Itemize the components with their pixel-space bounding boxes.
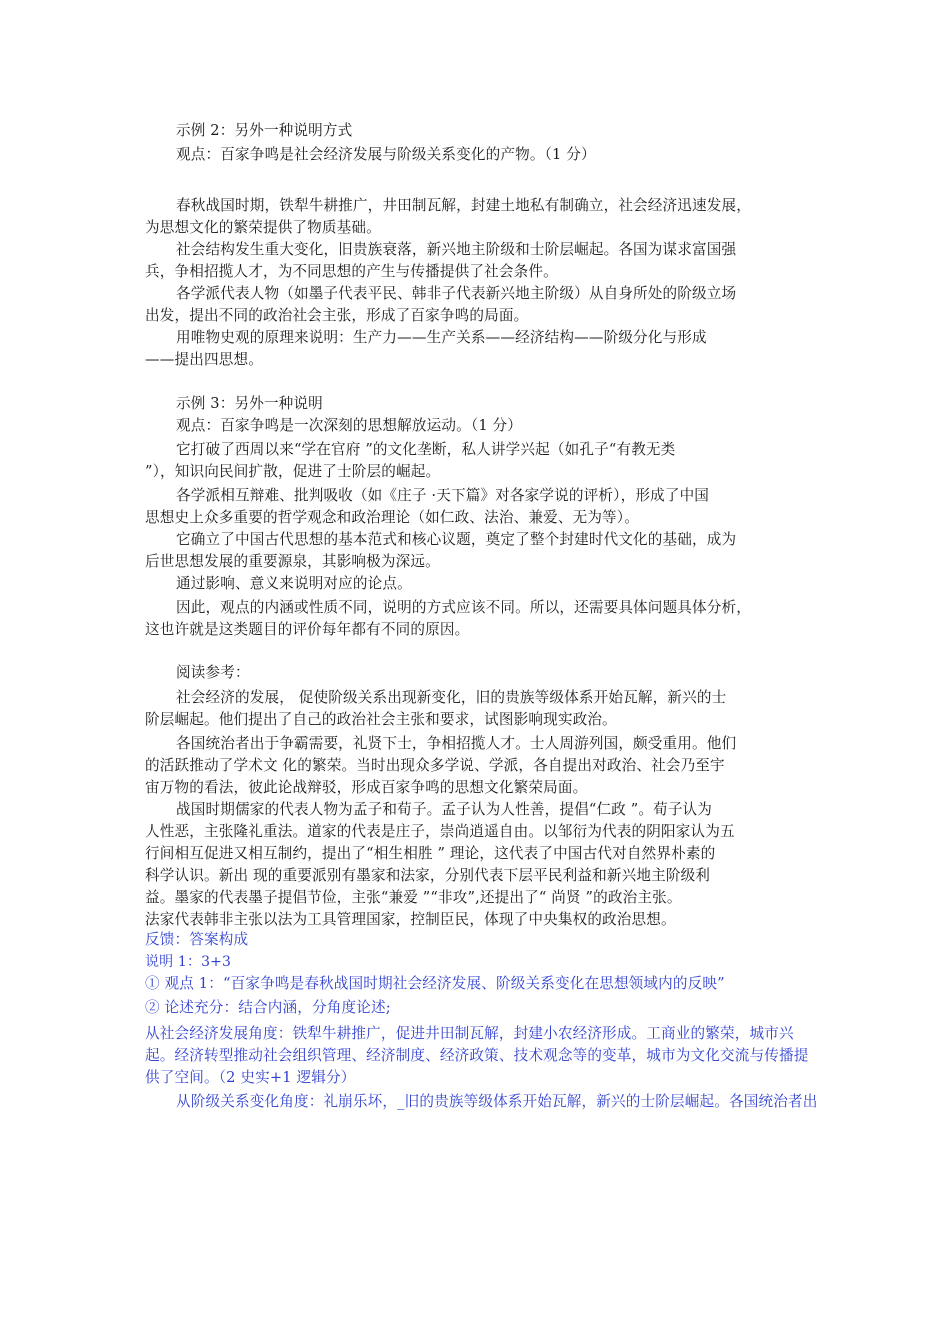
feedback-item-2: ② 论述充分：结合内涵，分角度论述; xyxy=(145,999,391,1016)
example2-paragraph-1-line-1: 春秋战国时期，铁犁牛耕推广，井田制瓦解，封建土地私有制确立，社会经济迅速发展， xyxy=(176,197,752,214)
feedback-heading: 反馈：答案构成 xyxy=(145,931,249,948)
reading-paragraph-3-line-2: 人性恶，主张隆礼重法。道家的代表是庄子，崇尚逍遥自由。以邹衍为代表的阴阳家认为五 xyxy=(145,823,735,840)
reading-paragraph-2-line-3: 宙万物的看法，彼此论战辩驳，形成百家争鸣的思想文化繁荣局面。 xyxy=(145,779,588,796)
feedback-economic-line-2: 起。经济转型推动社会组织管理、经济制度、经济政策、技术观念等的变革，城市为文化交流与传播提 xyxy=(145,1047,809,1064)
example3-paragraph-3-line-2: 后世思想发展的重要源泉，其影响极为深远。 xyxy=(145,553,440,570)
feedback-economic-line-1: 从社会经济发展角度：铁犁牛耕推广，促进井田制瓦解，封建小农经济形成。工商业的繁荣，城市兴 xyxy=(145,1025,794,1042)
reading-paragraph-3-line-5: 益。墨家的代表墨子提倡节俭，主张“兼爱 ”“非攻”,还提出了“ 尚贤 ”的政治主张。 xyxy=(145,889,682,906)
example3-heading: 示例 3：另外一种说明 xyxy=(176,395,323,412)
example3-paragraph-5-line-2: 这也许就是这类题目的评价每年都有不同的原因。 xyxy=(145,621,470,638)
reading-paragraph-1-line-2: 阶层崛起。他们提出了自己的政治社会主张和要求，试图影响现实政治。 xyxy=(145,711,617,728)
feedback-class-line-1: 从阶级关系变化角度：礼崩乐坏，_旧的贵族等级体系开始瓦解，新兴的士阶层崛起。各国统治者出 xyxy=(176,1093,818,1110)
example2-heading: 示例 2：另外一种说明方式 xyxy=(176,122,353,139)
reading-paragraph-2-line-2: 的活跃推动了学术文 化的繁荣。当时出现众多学说、学派，各自提出对政治、社会乃至宇 xyxy=(145,757,725,774)
example3-paragraph-1-line-2: ”），知识向民间扩散，促进了士阶层的崛起。 xyxy=(145,463,441,480)
example2-viewpoint: 观点：百家争鸣是社会经济发展与阶级关系变化的产物。（1 分） xyxy=(176,146,596,163)
example3-paragraph-4: 通过影响、意义来说明对应的论点。 xyxy=(176,575,412,592)
reading-paragraph-3-line-1: 战国时期儒家的代表人物为孟子和荀子。孟子认为人性善，提倡“仁政 ”。荀子认为 xyxy=(176,801,713,818)
example2-paragraph-2-line-1: 社会结构发生重大变化，旧贵族衰落，新兴地主阶级和士阶层崛起。各国为谋求富国强 xyxy=(176,241,737,258)
feedback-item-1: ① 观点 1：“百家争鸣是春秋战国时期社会经济发展、阶级关系变化在思想领域内的反映” xyxy=(145,975,725,992)
example3-paragraph-2-line-2: 思想史上众多重要的哲学观念和政治理论（如仁政、法治、兼爱、无为等）。 xyxy=(145,509,639,526)
reading-paragraph-3-line-3: 行间相互促进又相互制约，提出了“相生相胜 ” 理论，这代表了中国古代对自然界朴素的 xyxy=(145,845,716,862)
reading-paragraph-3-line-6: 法家代表韩非主张以法为工具管理国家，控制臣民，体现了中央集权的政治思想。 xyxy=(145,911,676,928)
example2-paragraph-1-line-2: 为思想文化的繁荣提供了物质基础。 xyxy=(145,219,381,236)
feedback-economic-line-3: 供了空间。（2 史实+1 逻辑分） xyxy=(145,1069,356,1086)
example2-paragraph-2-line-2: 兵，争相招揽人才，为不同思想的产生与传播提供了社会条件。 xyxy=(145,263,558,280)
example2-paragraph-4-line-1: 用唯物史观的原理来说明：生产力——生产关系——经济结构——阶级分化与形成 xyxy=(176,329,707,346)
example3-paragraph-3-line-1: 它确立了中国古代思想的基本范式和核心议题，奠定了整个封建时代文化的基础，成为 xyxy=(176,531,737,548)
reading-paragraph-3-line-4: 科学认识。新出 现的重要派别有墨家和法家，分别代表下层平民利益和新兴地主阶级利 xyxy=(145,867,711,884)
example3-paragraph-2-line-1: 各学派相互辩难、批判吸收（如《庄子 ·天下篇》对各家学说的评析），形成了中国 xyxy=(176,487,710,504)
reading-paragraph-1-line-1: 社会经济的发展， 促使阶级关系出现新变化，旧的贵族等级体系开始瓦解，新兴的士 xyxy=(176,689,727,706)
reading-paragraph-2-line-1: 各国统治者出于争霸需要，礼贤下士，争相招揽人才。士人周游列国，颇受重用。他们 xyxy=(176,735,737,752)
example3-viewpoint: 观点：百家争鸣是一次深刻的思想解放运动。（1 分） xyxy=(176,417,523,434)
example2-paragraph-4-line-2: ——提出四思想。 xyxy=(145,351,263,368)
example3-paragraph-1-line-1: 它打破了西周以来“学在官府 ”的文化垄断，私人讲学兴起（如孔子“有教无类 xyxy=(176,441,676,458)
example2-paragraph-3-line-2: 出发，提出不同的政治社会主张，形成了百家争鸣的局面。 xyxy=(145,307,529,324)
example3-paragraph-5-line-1: 因此，观点的内涵或性质不同，说明的方式应该不同。所以，还需要具体问题具体分析， xyxy=(176,599,752,616)
feedback-note: 说明 1：3+3 xyxy=(145,954,232,970)
reading-heading: 阅读参考： xyxy=(176,664,250,681)
example2-paragraph-3-line-1: 各学派代表人物（如墨子代表平民、韩非子代表新兴地主阶级）从自身所处的阶级立场 xyxy=(176,285,737,302)
